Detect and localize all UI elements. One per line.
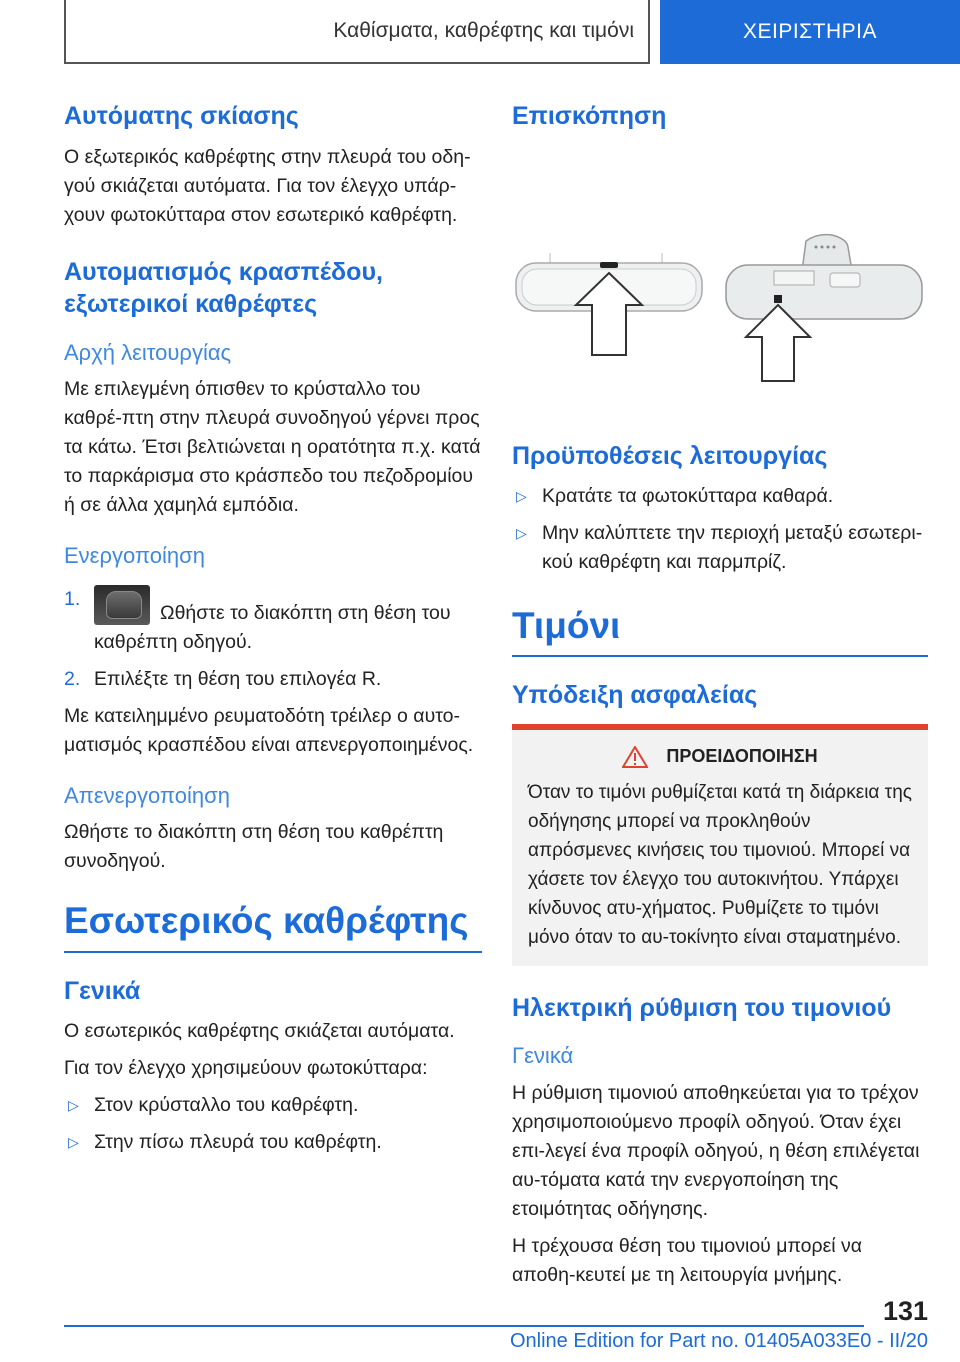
deactivation-title: Απενεργοποίηση [64,782,230,808]
principle-text: Με επιλεγμένη όπισθεν το κρύσταλλο του καθρέ-πτη στην πλευρά συνοδηγού γέρνει προς τα κάτω. Έτσι βελτιώνεται η ορατότητα π.χ. κατά το παρκάρισμα στο κράσπεδο του πεζοδρομίου ή σε άλλα χαμηλά εμπόδια. [64,378,481,517]
step-text: Επιλέξτε τη θέση του επιλογέα R. [94,667,382,690]
mirror-front-image [516,253,702,355]
electric-general-text2: Η τρέχουσα θέση του τιμονιού μπορεί να αποθη-κευτεί με τη λειτουργία μνήμης. [512,1234,863,1286]
curb-section [64,256,482,877]
list-item [64,1091,482,1120]
warning-box [512,730,928,966]
interior-general-text1: Ο εσωτερικός καθρέφτης σκιάζεται αυτόματα. [64,1020,455,1043]
interior-heading [64,898,482,952]
list-item-text: Στον κρύσταλλο του καθρέφτη. [94,1094,359,1117]
step-number: 2. [64,667,81,690]
mirror-switch-icon [94,585,150,625]
section-tab-label: ΧΕΙΡΙΣΤΗΡΙΑ [742,20,877,43]
warning-header [528,746,912,768]
warning-triangle-icon [622,746,648,768]
list-item-text: Κρατάτε τα φωτοκύτταρα καθαρά. [542,485,834,507]
section-tab [660,0,960,64]
interior-general-title: Γενικά [64,976,141,1005]
prereq-list [512,482,928,577]
warning-label: ΠΡΟΕΙΔΟΠΟΙΗΣΗ [666,746,818,767]
step-text: Ωθήστε το διακόπτη στη θέση του καθρέπτη οδηγού. [94,601,451,653]
activation-steps [64,585,482,694]
photocell-list [64,1091,482,1157]
safety-title: Υπόδειξη ασφαλείας [512,681,758,710]
edition-text: Online Edition for Part no. 01405A033E0 - II/20 [509,1330,928,1352]
chapter-title: Καθίσματα, καθρέφτης και τιμόνι [333,19,634,42]
list-item-text: Μην καλύπτετε την περιοχή μεταξύ εσωτερι-κού καθρέφτη και παρμπρίζ. [542,522,923,573]
footer-divider [64,1325,864,1327]
activation-title: Ενεργοποίηση [64,543,205,569]
page-number: 131 [882,1296,928,1326]
list-item [512,519,928,577]
mirror-illustration [512,155,928,415]
interior-title: Εσωτερικός καθρέφτης [64,900,469,942]
interior-general-text2: Για τον έλεγχο χρησιμεύουν φωτοκύτταρα: [64,1057,428,1080]
bullet-triangle-icon: ▷ [68,1134,79,1151]
left-column [64,100,482,1165]
curb-title: Αυτοματισμός κρασπέδου, εξωτερικοί καθρέφτες [64,257,383,318]
auto-dim-title: Αυτόματης σκίασης [64,102,299,130]
list-item [64,1128,482,1157]
bullet-triangle-icon: ▷ [516,488,527,504]
list-item-text: Στην πίσω πλευρά του καθρέφτη. [94,1131,382,1154]
electric-general-text1: Η ρύθμιση τιμονιού αποθηκεύεται για το τρέχον χρησιμοποιούμενο προφίλ οδηγού. Όταν έχει επι-λεγεί ένα προφίλ οδηγού, η θέση επιλέγεται αυ-τόματα κατά την ενεργοποίηση της ετοιμότητας οδήγησης. [512,1081,920,1220]
electric-general-title: Γενικά [512,1043,574,1069]
auto-dim-section [64,100,482,230]
step-number: 1. [64,587,81,610]
bullet-triangle-icon: ▷ [516,525,527,541]
overview-title: Επισκόπηση [512,102,667,130]
steering-heading [512,603,928,657]
interior-section [64,898,482,1157]
auto-dim-text: Ο εξωτερικός καθρέφτης στην πλευρά του οδη-γού σκιάζεται αυτόματα. Για τον έλεγχο υπάρ-χουν φωτοκύτταρα στον εσωτερικό καθρέφτη. [64,145,471,226]
chapter-header [64,0,650,64]
electric-title: Ηλεκτρική ρύθμιση του τιμονιού [512,993,892,1022]
deactivation-text: Ωθήστε το διακόπτη στη θέση του καθρέπτη συνοδηγού. [64,821,444,873]
step-item [64,585,482,657]
warning-text: Όταν το τιμόνι ρυθμίζεται κατά τη διάρκεια της οδήγησης μπορεί να προκληθούν απρόσμενες κινήσεις του τιμονιού. Μπορεί να χάσετε τον έλεγχο του αυτοκινήτου. Υπάρχει κίνδυνος ατυ-χήματος. Ρυθμίζετε το τιμόνι μόνο όταν το αυ-τοκίνητο είναι σταματημένο. [528,781,912,948]
step-item [64,665,482,694]
prereq-title: Προϋποθέσεις λειτουργίας [512,441,828,470]
steering-title: Τιμόνι [512,605,621,646]
list-item [512,482,928,511]
principle-title: Αρχή λειτουργίας [64,339,232,365]
mirror-back-image [726,234,922,380]
trailer-text: Με κατειλημμένο ρευματοδότη τρέιλερ ο αυτο-ματισμός κρασπέδου είναι απενεργοποιημένος. [64,704,474,756]
right-column [512,100,928,1298]
bullet-triangle-icon: ▷ [68,1097,79,1114]
